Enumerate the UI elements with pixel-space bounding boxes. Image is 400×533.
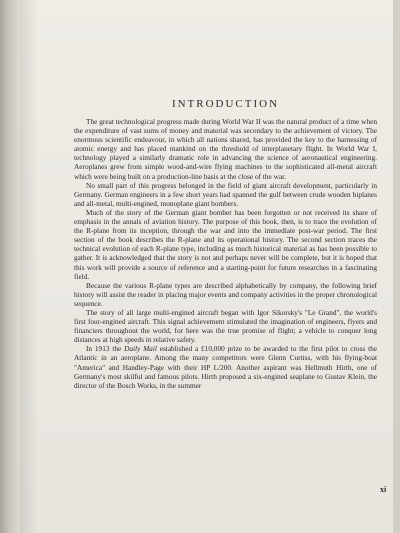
paragraph-6: In 1913 the Daily Mail established a £10,000 prize to be awarded to the first pilot to cross the Atlantic in an aeroplane. Among the many competitors were Glenn Curtiss, with his flying-boat "America" and Handley-Page with their HP L/200. Another aspirant was Hellmuth Hirth, one of Germany's most skilful and famous pilots. Hirth proposed a six-engined seaplane to Gustav Klein, the director of the Bosch Works, in the summer <box>74 344 377 390</box>
book-binding <box>0 0 20 533</box>
page-heading: INTRODUCTION <box>171 98 280 110</box>
paragraph-4: Because the various R-plane types are described alphabetically by company, the following brief history will assist the reader in placing major events and company activities in the proper chronological sequence. <box>74 280 377 308</box>
book-page <box>20 0 393 533</box>
paragraph-2: No small part of this progress belonged in the field of giant aircraft development, particularly in Germany. German engineers in a few short years had spanned the gulf between crude wooden biplanes and all-metal, multi-engined, monoplane giant bombers. <box>74 180 377 208</box>
page-number: xi <box>380 485 387 494</box>
gutter-shadow <box>20 0 38 533</box>
paragraph-1: The great technological progress made during World War II was the natural product of a time when the expenditure of vast sums of money and material was secondary to the achievement of victory. The enormous scientific endeavour, in which all nations shared, has provided the key to the harnessing of atomic energy and has placed mankind on the threshold of interplanetary flight. In World War I, technology played a similarly dramatic role in advancing the science of aeronautical engineering. Aeroplanes grew from simple wood-and-wire flying machines to the sophisticated all-metal aircraft which were being built on a production-line basis at the close of the war. <box>74 117 377 181</box>
page-edge <box>393 0 400 533</box>
paragraph-3: Much of the story of the German giant bomber has been forgotten or not received its share of emphasis in the annals of aviation history. The purpose of this book, then, is to trace the evolution of the R-plane from its inception, through the war and into the immediate post-war period. The first section of the book describes the R-plane and its operational history. The second section traces the technical evolution of each R-plane type, including as much historical material as has been possible to gather. It is acknowledged that the story is not and perhaps never will be complete, but it is hoped that this work will provide a source of reference and a starting-point for future researches in a fascinating field. <box>74 207 377 281</box>
page-content <box>74 98 377 390</box>
paragraph-5: The story of all large multi-engined aircraft began with Igor Sikorsky's "Le Grand", the world's first four-engined aircraft. This signal achievement stimulated the imagination of engineers, flyers and financiers throughout the world, for here was the true promise of flight; a vehicle to conquer long distances at high speeds in relative safety. <box>74 307 377 345</box>
